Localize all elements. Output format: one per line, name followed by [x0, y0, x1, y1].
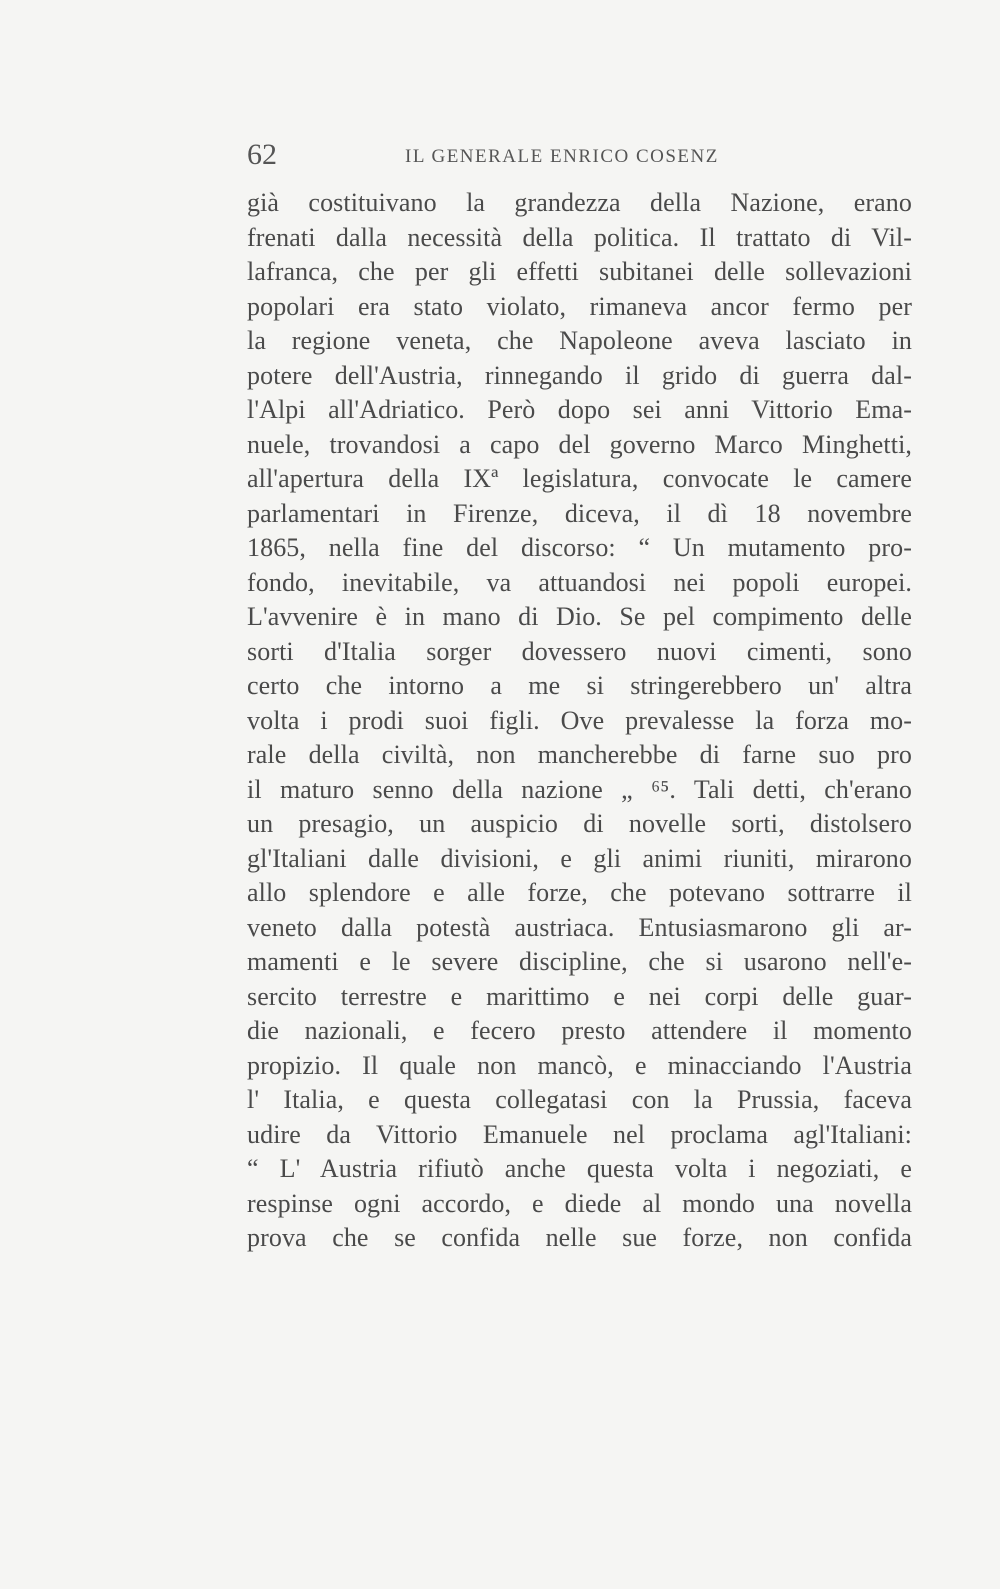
running-title: IL GENERALE ENRICO COSENZ: [405, 146, 719, 167]
text-line: popolari era stato violato, rimaneva ancor fermo per: [247, 291, 912, 321]
body-text: [247, 186, 912, 1256]
text-line: 1865, nella fine del discorso: “ Un mutamento pro-: [247, 533, 912, 562]
text-line: allo splendore e alle forze, che potevano sottrarre il: [247, 878, 912, 907]
text-line: sercito terrestre e marittimo e nei corpi delle guar-: [247, 981, 912, 1011]
text-line: mamenti e le severe discipline, che si usarono nell'e-: [247, 947, 912, 976]
text-line: sorti d'Italia sorger dovessero nuovi cimenti, sono: [247, 636, 912, 666]
page-number: 62: [247, 138, 277, 171]
text-line: il maturo senno della nazione „ ⁶⁵. Tali detti, ch'erano: [247, 774, 912, 804]
text-line: un presagio, un auspicio di novelle sorti, distolsero: [247, 809, 912, 838]
text-line: “ L' Austria rifiutò anche questa volta i negoziati, e: [247, 1154, 912, 1183]
text-line: udire da Vittorio Emanuele nel proclama agl'Italiani:: [247, 1119, 912, 1149]
text-line: rale della civiltà, non mancherebbe di farne suo pro: [247, 740, 912, 769]
text-line: l' Italia, e questa collegatasi con la Prussia, faceva: [247, 1085, 912, 1114]
text-line: certo che intorno a me si stringerebbero un' altra: [247, 671, 912, 700]
text-line: fondo, inevitabile, va attuandosi nei popoli europei.: [247, 567, 912, 597]
text-line: già costituivano la grandezza della Nazione, erano: [247, 188, 912, 217]
text-line: l'Alpi all'Adriatico. Però dopo sei anni Vittorio Ema-: [247, 395, 912, 424]
text-line: volta i prodi suoi figli. Ove prevalesse la forza mo-: [247, 705, 912, 735]
text-line: lafranca, che per gli effetti subitanei delle sollevazioni: [247, 257, 912, 286]
text-line: nuele, trovandosi a capo del governo Marco Minghetti,: [247, 429, 912, 459]
text-line: all'apertura della IXª legislatura, convocate le camere: [247, 464, 912, 493]
text-line: gl'Italiani dalle divisioni, e gli animi riuniti, mirarono: [247, 843, 912, 873]
text-line: prova che se confida nelle sue forze, non confida: [247, 1223, 912, 1252]
text-line: la regione veneta, che Napoleone aveva lasciato in: [247, 326, 912, 355]
text-line: respinse ogni accordo, e diede al mondo una novella: [247, 1188, 912, 1218]
text-line: L'avvenire è in mano di Dio. Se pel compimento delle: [247, 602, 912, 631]
text-line: frenati dalla necessità della politica. Il trattato di Vil-: [247, 222, 912, 252]
text-line: parlamentari in Firenze, diceva, il dì 18 novembre: [247, 498, 912, 528]
text-line: die nazionali, e fecero presto attendere il momento: [247, 1016, 912, 1045]
text-line: propizio. Il quale non mancò, e minacciando l'Austria: [247, 1050, 912, 1080]
running-head: [247, 138, 912, 178]
text-line: potere dell'Austria, rinnegando il grido di guerra dal-: [247, 360, 912, 390]
text-line: veneto dalla potestà austriaca. Entusiasmarono gli ar-: [247, 912, 912, 942]
